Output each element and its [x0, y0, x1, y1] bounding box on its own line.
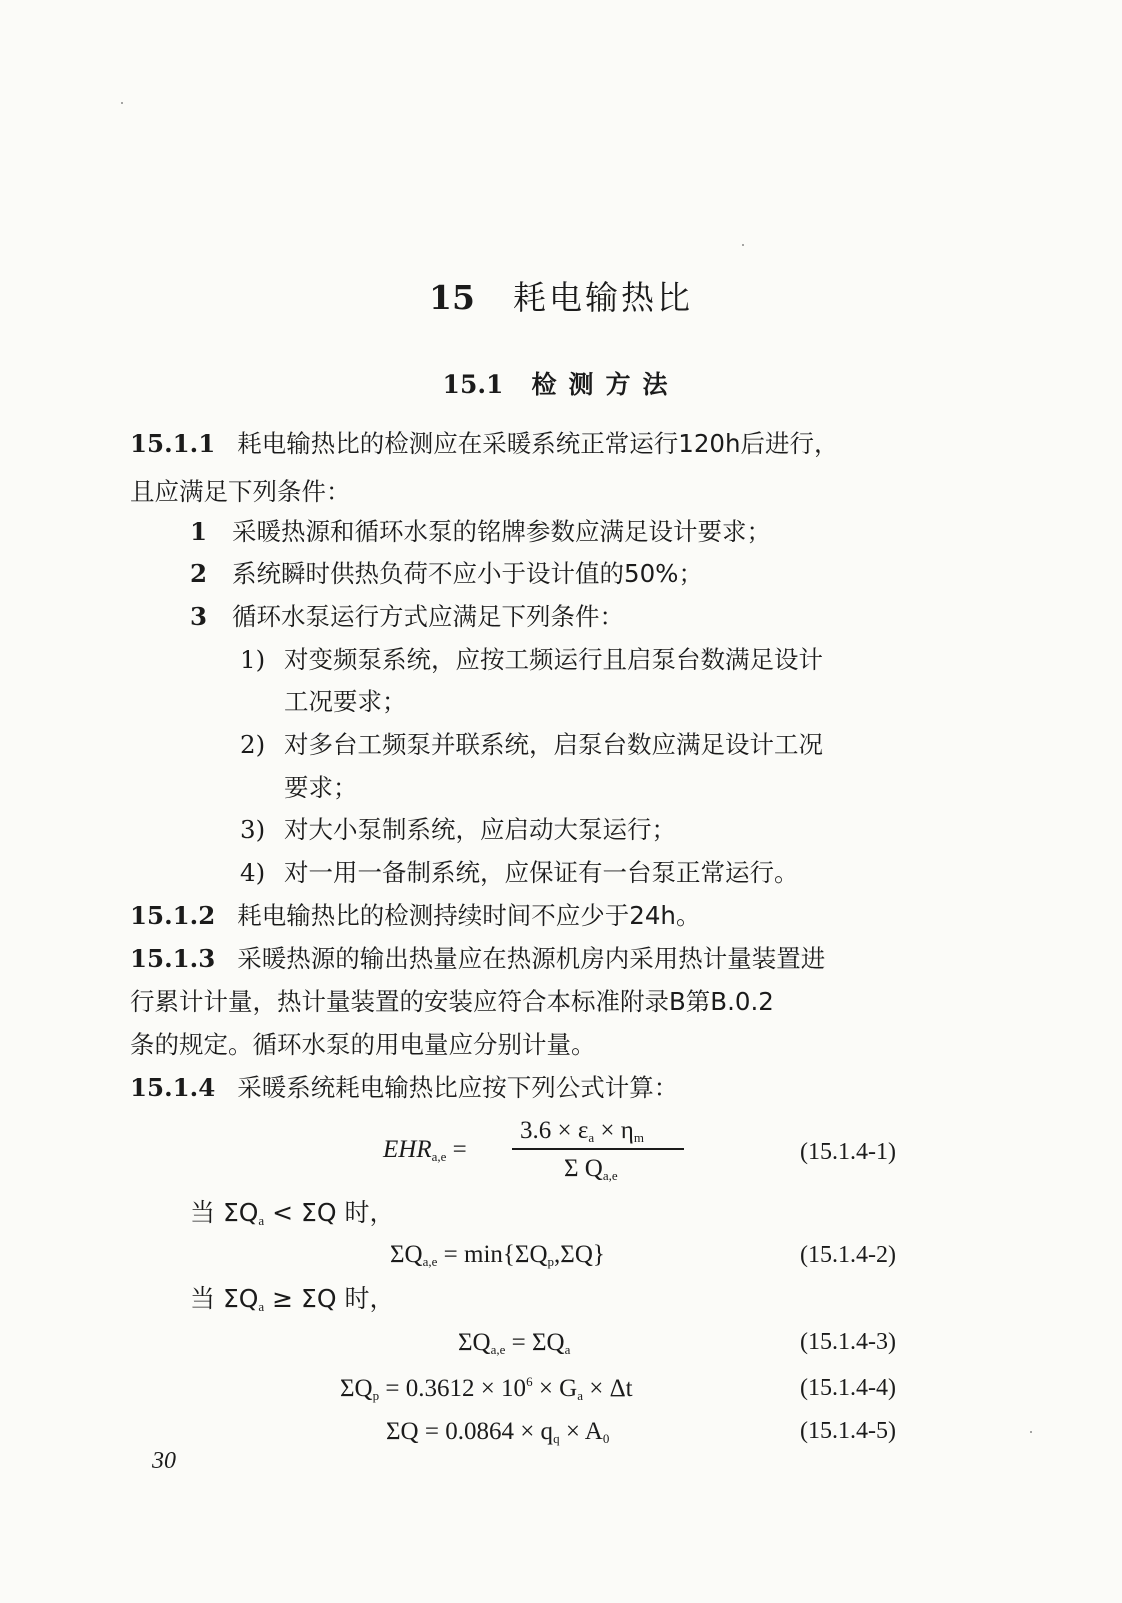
- denominator-subscript: a,e: [602, 1168, 618, 1183]
- clause-number: 15.1.4: [130, 1073, 216, 1102]
- scan-speck: [1030, 1431, 1032, 1433]
- sub-item-text: 对多台工频泵并联系统，启泵台数应满足设计工况: [284, 730, 823, 759]
- clause-text: 耗电输热比的检测持续时间不应少于24h。: [237, 901, 701, 930]
- equation-number: (15.1.4-1): [800, 1139, 896, 1165]
- formula-part: × G: [532, 1375, 578, 1402]
- formula-part: ,ΣQ}: [554, 1241, 605, 1268]
- sub-item-number: 4): [240, 858, 266, 887]
- clause-15-1-4: [130, 1073, 679, 1102]
- condition-subscript: a: [258, 1213, 265, 1228]
- formula-condition: [190, 1200, 394, 1227]
- item-text: 循环水泵运行方式应满足下列条件：: [232, 602, 624, 631]
- sub-item-number: 2): [240, 730, 266, 759]
- formula-subscript: p: [547, 1254, 555, 1269]
- fraction-bar: [512, 1148, 684, 1150]
- clause-text-continued: 行累计计量，热计量装置的安装应符合本标准附录B第B.0.2: [130, 987, 774, 1016]
- item-number: 2: [190, 559, 208, 588]
- clause-number: 15.1.3: [130, 944, 216, 973]
- page-number: 30: [152, 1448, 176, 1474]
- numerator-part: × η: [594, 1117, 634, 1144]
- formula-part: × Δt: [583, 1375, 633, 1402]
- sub-item-text-continued: 要求；: [284, 773, 358, 802]
- section-number: 15.1: [442, 370, 504, 399]
- sub-item-text: 对大小泵制系统，应启动大泵运行；: [284, 815, 676, 844]
- numerator-subscript: m: [633, 1130, 644, 1145]
- clause-text: 采暖系统耗电输热比应按下列公式计算：: [237, 1073, 679, 1102]
- chapter-name: 耗电输热比: [512, 278, 693, 317]
- formula-part: = min{ΣQ: [437, 1241, 548, 1268]
- fraction-numerator: [520, 1118, 644, 1144]
- sub-item-text: 对变频泵系统，应按工频运行且启泵台数满足设计: [284, 645, 823, 674]
- fraction-denominator: [564, 1156, 618, 1182]
- clause-15-1-1: [130, 429, 839, 458]
- formula-fraction: [512, 1118, 684, 1184]
- equation-number: (15.1.4-4): [800, 1375, 896, 1401]
- equation-number: (15.1.4-5): [800, 1418, 896, 1444]
- formula-subscript: q: [553, 1431, 560, 1446]
- numerator-part: 3.6 × ε: [520, 1117, 589, 1144]
- formula-symbol: EHR: [383, 1136, 432, 1163]
- formula-part: = ΣQ: [505, 1329, 565, 1356]
- sub-item-number: 3): [240, 815, 266, 844]
- clause-text-continued: 条的规定。循环水泵的用电量应分别计量。: [130, 1030, 596, 1059]
- chapter-number: 15: [429, 278, 475, 317]
- section-title: [0, 365, 1122, 401]
- formula-superscript: 6: [526, 1374, 533, 1389]
- sub-item-text: 对一用一备制系统，应保证有一台泵正常运行。: [284, 858, 799, 887]
- item-number: 1: [190, 517, 208, 546]
- clause-15-1-2: [130, 901, 701, 930]
- formula-5: [386, 1419, 609, 1445]
- equation-number: (15.1.4-2): [800, 1242, 896, 1268]
- equation-number: (15.1.4-3): [800, 1329, 896, 1355]
- clause-text: 采暖热源的输出热量应在热源机房内采用热计量装置进: [237, 944, 826, 973]
- formula-subscript: a: [577, 1388, 583, 1403]
- item-text: 系统瞬时供热负荷不应小于设计值的50%；: [232, 559, 703, 588]
- formula-part: ΣQ: [386, 1418, 419, 1445]
- sub-item-text-continued: 工况要求；: [284, 687, 407, 716]
- chapter-title: [0, 272, 1122, 319]
- formula-3: [458, 1330, 570, 1356]
- formula-subscript: 0: [602, 1431, 610, 1446]
- formula-2: [390, 1242, 605, 1268]
- condition-text: 当 ΣQ: [190, 1198, 259, 1227]
- list-item: [190, 559, 703, 588]
- scan-speck: [121, 102, 123, 104]
- clause-text: 耗电输热比的检测应在采暖系统正常运行120h后进行，: [237, 429, 839, 458]
- clause-number: 15.1.2: [130, 901, 216, 930]
- formula-subscript: a,e: [422, 1254, 438, 1269]
- formula-4: [340, 1375, 633, 1402]
- formula-condition: [190, 1286, 394, 1313]
- scan-speck: [742, 244, 744, 246]
- list-item: [190, 602, 624, 631]
- formula-subscript: a,e: [431, 1149, 447, 1164]
- item-text: 采暖热源和循环水泵的铭牌参数应满足设计要求；: [232, 517, 771, 546]
- sub-item-number: 1): [240, 645, 266, 674]
- formula-part: × A: [559, 1418, 603, 1445]
- item-number: 3: [190, 602, 208, 631]
- condition-text: 当 ΣQ: [190, 1284, 259, 1313]
- formula-subscript: a,e: [490, 1342, 506, 1357]
- clause-text-continued: 且应满足下列条件：: [130, 477, 351, 506]
- sub-item: [240, 858, 799, 887]
- sub-item: [240, 645, 823, 674]
- formula-subscript: p: [372, 1388, 380, 1403]
- clause-15-1-3: [130, 944, 826, 973]
- clause-number: 15.1.1: [130, 429, 216, 458]
- condition-text: < ΣQ 时，: [264, 1198, 395, 1227]
- condition-subscript: a: [258, 1299, 265, 1314]
- section-name: 检测方法: [531, 370, 680, 399]
- formula-part: = 0.0864 × q: [418, 1418, 554, 1445]
- formula-part: ΣQ: [390, 1241, 423, 1268]
- condition-text: ≥ ΣQ 时，: [264, 1284, 395, 1313]
- sub-item: [240, 730, 823, 759]
- formula-part: = 0.3612 × 10: [379, 1375, 527, 1402]
- sub-item: [240, 815, 676, 844]
- formula-subscript: a: [564, 1342, 571, 1357]
- numerator-subscript: a: [588, 1130, 595, 1145]
- denominator-part: Σ Q: [564, 1155, 603, 1182]
- formula-ehr-lhs: $EHR_{a,e}$ =: [383, 1136, 467, 1164]
- formula-part: ΣQ: [458, 1329, 491, 1356]
- list-item: [190, 517, 771, 546]
- formula-part: ΣQ: [340, 1375, 373, 1402]
